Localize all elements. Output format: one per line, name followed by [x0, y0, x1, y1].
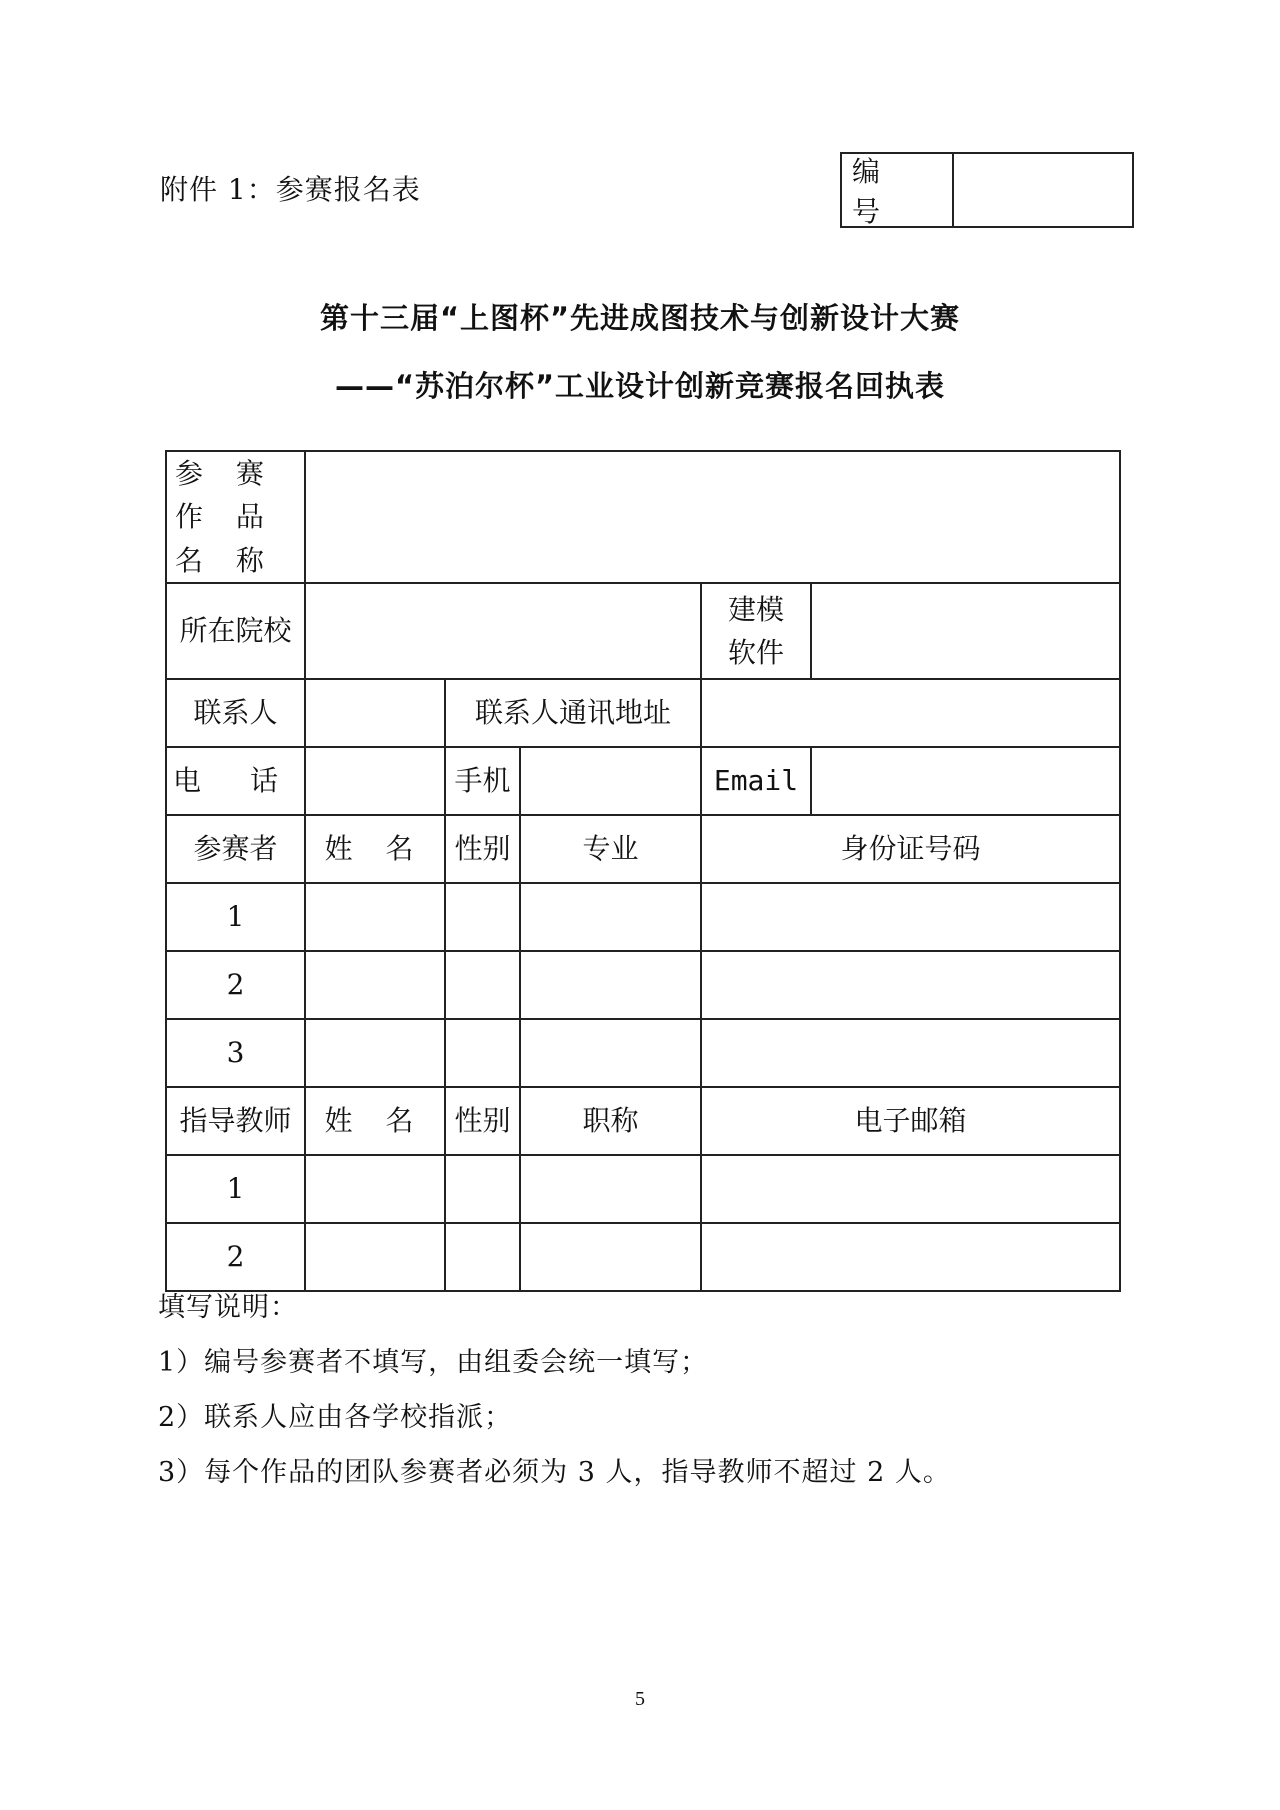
teacher-title-field[interactable]	[520, 1155, 701, 1223]
contact-address-field[interactable]	[701, 679, 1120, 747]
instruction-item: 3）每个作品的团队参赛者必须为 3 人，指导教师不超过 2 人。	[158, 1457, 951, 1488]
contact-address-label: 联系人通讯地址	[445, 679, 701, 747]
participant-major-field[interactable]	[520, 1019, 701, 1087]
teacher-index: 2	[166, 1223, 305, 1291]
participant-gender-field[interactable]	[445, 883, 520, 951]
participant-row	[166, 951, 1120, 1019]
work-name-field[interactable]	[305, 451, 1120, 583]
participant-gender-field[interactable]	[445, 951, 520, 1019]
mobile-field[interactable]	[520, 747, 701, 815]
participants-name-header: 姓 名	[305, 815, 445, 883]
school-field[interactable]	[305, 583, 701, 679]
participant-major-field[interactable]	[520, 883, 701, 951]
participant-index: 1	[166, 883, 305, 951]
phone-label: 电 话	[166, 747, 305, 815]
teachers-gender-header: 性别	[445, 1087, 520, 1155]
instructions-title: 填写说明：	[158, 1292, 298, 1323]
phone-row	[166, 747, 1120, 815]
participants-id-header: 身份证号码	[701, 815, 1120, 883]
participant-name-field[interactable]	[305, 951, 445, 1019]
participant-id-field[interactable]	[701, 883, 1120, 951]
modeling-software-label: 建模软件	[701, 583, 811, 679]
participants-header-row	[166, 815, 1120, 883]
instruction-item: 1）编号参赛者不填写，由组委会统一填写；	[158, 1347, 709, 1378]
teachers-header-row	[166, 1087, 1120, 1155]
teacher-row	[166, 1155, 1120, 1223]
work-name-row	[166, 451, 1120, 583]
teachers-title-header: 职称	[520, 1087, 701, 1155]
contact-field[interactable]	[305, 679, 445, 747]
participant-row	[166, 883, 1120, 951]
participant-name-field[interactable]	[305, 883, 445, 951]
attachment-label: 附件 1：参赛报名表	[160, 173, 421, 206]
contact-row	[166, 679, 1120, 747]
id-number-box	[840, 152, 1134, 228]
participant-index: 3	[166, 1019, 305, 1087]
teachers-email-header: 电子邮箱	[701, 1087, 1120, 1155]
registration-form-table	[165, 450, 1121, 1292]
id-number-field[interactable]	[954, 154, 1132, 226]
participants-header-label: 参赛者	[166, 815, 305, 883]
email-label: Email	[701, 747, 811, 815]
teacher-gender-field[interactable]	[445, 1155, 520, 1223]
teacher-email-field[interactable]	[701, 1155, 1120, 1223]
participant-major-field[interactable]	[520, 951, 701, 1019]
participant-id-field[interactable]	[701, 1019, 1120, 1087]
participant-gender-field[interactable]	[445, 1019, 520, 1087]
school-row	[166, 583, 1120, 679]
form-title-line1: 第十三届“上图杯”先进成图技术与创新设计大赛	[319, 301, 961, 335]
school-label: 所在院校	[166, 583, 305, 679]
work-name-label: 参 赛 作 品 名 称	[166, 451, 305, 583]
email-field[interactable]	[811, 747, 1120, 815]
participant-id-field[interactable]	[701, 951, 1120, 1019]
participant-name-field[interactable]	[305, 1019, 445, 1087]
id-number-label: 编 号	[842, 154, 954, 226]
participants-gender-header: 性别	[445, 815, 520, 883]
contact-label: 联系人	[166, 679, 305, 747]
participant-index: 2	[166, 951, 305, 1019]
fill-instructions	[158, 1280, 951, 1500]
participant-row	[166, 1019, 1120, 1087]
mobile-label: 手机	[445, 747, 520, 815]
teachers-name-header: 姓 名	[305, 1087, 445, 1155]
page-number: 5	[635, 1688, 645, 1710]
teacher-index: 1	[166, 1155, 305, 1223]
participants-major-header: 专业	[520, 815, 701, 883]
teachers-header-label: 指导教师	[166, 1087, 305, 1155]
form-title-line2: ——“苏泊尔杯”工业设计创新竞赛报名回执表	[334, 369, 946, 403]
modeling-software-field[interactable]	[811, 583, 1120, 679]
teacher-name-field[interactable]	[305, 1155, 445, 1223]
phone-field[interactable]	[305, 747, 445, 815]
instruction-item: 2）联系人应由各学校指派；	[158, 1402, 513, 1433]
